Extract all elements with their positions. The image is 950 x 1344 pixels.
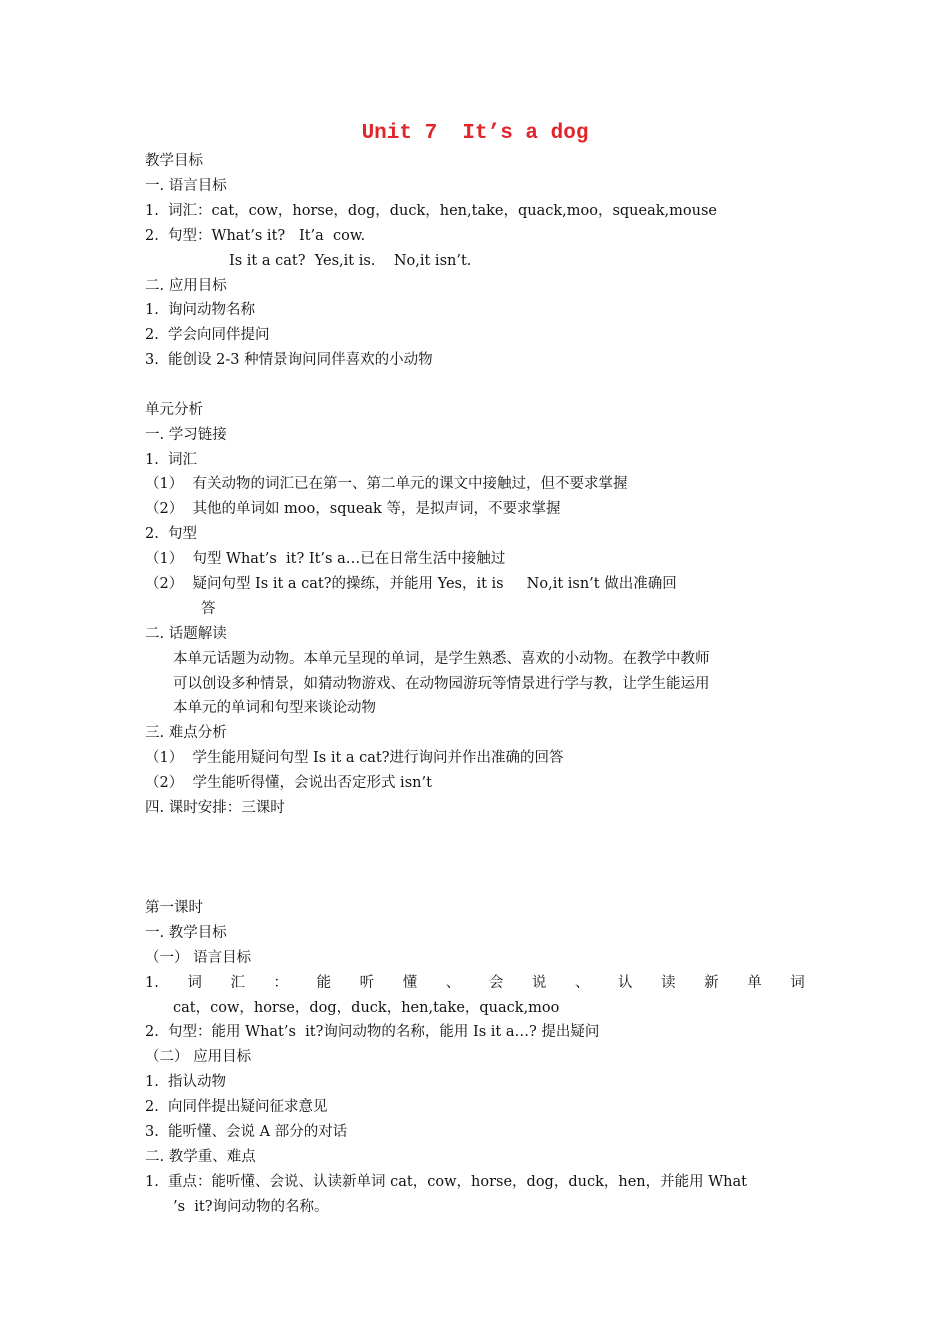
lesson-schedule: 四. 课时安排：三课时 (145, 800, 285, 816)
lesson-sentence-pattern: 2. 句型：能用 What’s it?询问动物的名称，能用 Is it a…? 提出疑问 (145, 1024, 600, 1040)
sentence-note-2-cont: 答 (201, 601, 216, 617)
sentence-pattern-line-2: Is it a cat? Yes,it is. No,it isn’t. (229, 253, 472, 269)
sentence-pattern-line: 2. 句型：What’s it? It’a cow. (145, 228, 366, 244)
heading-language-goals: 一. 语言目标 (145, 178, 227, 194)
heading-teaching-goals: 教学目标 (145, 153, 203, 169)
document-title: Unit 7 It’s a dog (361, 122, 589, 145)
lesson-application-2: 2. 向同伴提出疑问征求意见 (145, 1099, 328, 1115)
application-item-3: 3. 能创设 2-3 种情景询问同伴喜欢的小动物 (145, 352, 433, 368)
difficulty-2: （2） 学生能听得懂，会说出否定形式 isn’t (145, 775, 432, 791)
lesson-application-1: 1. 指认动物 (145, 1074, 227, 1090)
vocab-note-2: （2） 其他的单词如 moo，squeak 等，是拟声词，不要求掌握 (145, 501, 561, 517)
sentence-note-1: （1） 句型 What’s it? It’s a…已在日常生活中接触过 (145, 551, 506, 567)
heading-difficulties: 三. 难点分析 (145, 725, 227, 741)
heading-lesson-goals: 一. 教学目标 (145, 925, 227, 941)
sentence-note-2: （2） 疑问句型 Is it a cat?的操练，并能用 Yes，it is No,it isn’t 做出准确回 (145, 576, 677, 592)
heading-topic: 二. 话题解读 (145, 626, 227, 642)
heading-lesson-language-goals: （一） 语言目标 (145, 950, 252, 966)
heading-learning-links: 一. 学习链接 (145, 427, 227, 443)
key-point-1-cont: ’s it?询问动物的名称。 (173, 1199, 329, 1215)
heading-first-lesson: 第一课时 (145, 900, 203, 916)
heading-key-points: 二. 教学重、难点 (145, 1149, 256, 1165)
application-item-1: 1. 询问动物名称 (145, 302, 256, 318)
heading-unit-analysis: 单元分析 (145, 402, 203, 418)
difficulty-1: （1） 学生能用疑问句型 Is it a cat?进行询问并作出准确的回答 (145, 750, 564, 766)
heading-application-goals: 二. 应用目标 (145, 278, 227, 294)
topic-paragraph-2: 可以创设多种情景，如猜动物游戏、在动物园游玩等情景进行学与教，让学生能运用 (173, 676, 710, 692)
subheading-vocab: 1. 词汇 (145, 452, 198, 468)
subheading-sentence: 2. 句型 (145, 526, 198, 542)
vocab-note-1: （1） 有关动物的词汇已在第一、第二单元的课文中接触过，但不要求掌握 (145, 476, 628, 492)
application-item-2: 2. 学会向同伴提问 (145, 327, 270, 343)
lesson-application-3: 3. 能听懂、会说 A 部分的对话 (145, 1124, 348, 1140)
topic-paragraph-1: 本单元话题为动物。本单元呈现的单词，是学生熟悉、喜欢的小动物。在教学中教师 (173, 651, 710, 667)
heading-lesson-application-goals: （二） 应用目标 (145, 1049, 252, 1065)
vocab-line: 1. 词汇：cat，cow，horse，dog，duck，hen,take，quack,moo，squeak,mouse (145, 203, 717, 219)
lesson-vocab-words: cat，cow，horse，dog，duck，hen,take，quack,moo (173, 1000, 560, 1016)
key-point-1: 1. 重点：能听懂、会说、认读新单词 cat，cow，horse，dog，duck，hen，并能用 What (145, 1174, 747, 1190)
lesson-vocab-line: 1. 词 汇 ： 能 听 懂 、 会 说 、 认 读 新 单 词 (145, 975, 805, 991)
topic-paragraph-3: 本单元的单词和句型来谈论动物 (173, 700, 376, 716)
